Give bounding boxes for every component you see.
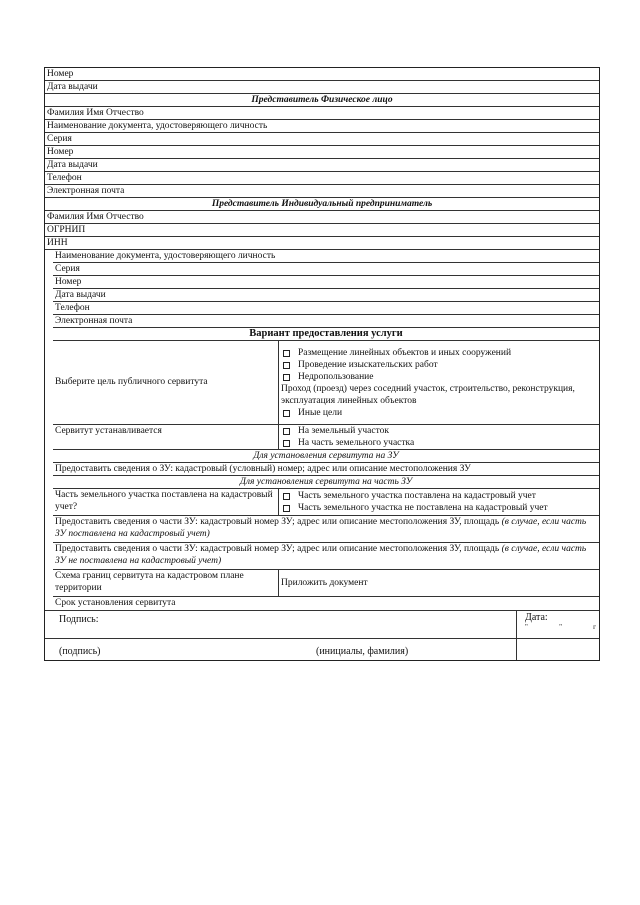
info-note: (в случае, если часть ЗУ не поставлена на кадастровый учет): [55, 543, 587, 566]
form-row: [53, 463, 599, 476]
section-title-plot: [53, 450, 599, 463]
form-row: [45, 185, 599, 198]
scheme-label: Схема границ сервитута на кадастровом плане территории: [53, 570, 279, 596]
section-title: Для установления сервитута на часть ЗУ: [239, 476, 413, 487]
section-title-entrepreneur: [45, 198, 599, 211]
row-label: Телефон: [47, 173, 82, 183]
signature-label: Подпись:: [59, 613, 99, 625]
checkbox-icon[interactable]: [283, 350, 290, 357]
row-label: ИНН: [47, 238, 68, 248]
part-info-registered: [53, 516, 599, 543]
part-info: [53, 543, 599, 569]
attach-document-link[interactable]: Приложить документ: [281, 577, 368, 588]
row-label: Серия: [55, 264, 80, 274]
date-quote-open: ": [525, 622, 529, 631]
servitude-row: [53, 425, 599, 450]
info-text: Предоставить сведения о части ЗУ: кадастровый номер ЗУ; адрес или описание местоположения ЗУ, площадь: [55, 516, 500, 527]
section-title: Представитель Индивидуальный предприниматель: [211, 199, 433, 209]
section-title: Представитель Физическое лицо: [251, 95, 393, 105]
part-info: [53, 516, 599, 542]
form-row: [45, 172, 599, 185]
form-row: [53, 289, 599, 302]
section-title-individual: [45, 94, 599, 107]
part-info-unregistered: [53, 543, 599, 570]
row-label: Серия: [47, 134, 72, 144]
option-label: Недропользование: [298, 372, 374, 382]
plot-info: Предоставить сведения о ЗУ: кадастровый (условный) номер; адрес или описание местоположения ЗУ: [55, 463, 471, 474]
form-row: [45, 120, 599, 133]
date-year-suffix: г: [593, 622, 597, 631]
section-title-part: [53, 476, 599, 489]
part-answers: [279, 489, 599, 515]
row-label: Дата выдачи: [47, 160, 98, 170]
option-label: Часть земельного участка не поставлена на кадастровый учет: [298, 502, 548, 513]
row-label: Электронная почта: [55, 316, 133, 326]
form-row: [53, 276, 599, 289]
option-label: Иные цели: [298, 408, 343, 418]
purpose-option[interactable]: [281, 347, 597, 359]
row-label: Фамилия Имя Отчество: [47, 212, 144, 222]
initials-caption: (инициалы, фамилия): [316, 645, 409, 657]
purpose-text: Проход (проезд) через соседний участок, строительство, реконструкция, эксплуатация линейных объектов: [281, 384, 575, 406]
row-label: Электронная почта: [47, 186, 125, 196]
purpose-option[interactable]: [281, 371, 597, 383]
servitude-option[interactable]: [281, 437, 597, 449]
purpose-option[interactable]: [281, 359, 597, 371]
option-label: Проведение изыскательских работ: [298, 360, 438, 370]
form-row: [45, 68, 599, 81]
form-row: [45, 237, 599, 250]
part-answer[interactable]: [281, 490, 597, 502]
signature-caption: (подпись): [59, 645, 101, 657]
scheme-row: [53, 570, 599, 597]
purpose-label: Выберите цель публичного сервитута: [53, 341, 279, 424]
option-label: Часть земельного участка поставлена на кадастровый учет: [298, 490, 536, 501]
term-label: Срок установления сервитута: [55, 597, 176, 608]
part-registered-row: [53, 489, 599, 516]
row-label: Наименование документа, удостоверяющего личность: [55, 251, 276, 261]
signature-cell[interactable]: [45, 611, 516, 638]
date-quote-close: ": [559, 622, 563, 631]
servitude-label: Сервитут устанавливается: [53, 425, 279, 449]
info-note: (в случае, если часть ЗУ поставлена на кадастровый учет): [55, 516, 587, 539]
part-answer[interactable]: [281, 502, 597, 514]
date-cell[interactable]: [516, 611, 599, 638]
application-form: [44, 67, 600, 661]
checkbox-icon[interactable]: [283, 410, 290, 417]
checkbox-icon[interactable]: [283, 374, 290, 381]
section-title: Вариант предоставления услуги: [249, 328, 403, 339]
row-label: Дата выдачи: [47, 82, 98, 92]
row-label: Дата выдачи: [55, 290, 106, 300]
purpose-option-other[interactable]: [281, 407, 597, 419]
option-label: На часть земельного участка: [298, 437, 415, 448]
row-label: Телефон: [55, 303, 90, 313]
form-row: [45, 133, 599, 146]
signature-row: [45, 610, 599, 638]
form-row: [45, 159, 599, 172]
form-row: [53, 302, 599, 315]
row-label: Номер: [47, 69, 74, 79]
row-label: Наименование документа, удостоверяющего личность: [47, 121, 268, 131]
form-row: [45, 211, 599, 224]
purpose-row: [53, 341, 599, 425]
section-title: Для установления сервитута на ЗУ: [253, 450, 399, 461]
form-row: [45, 81, 599, 94]
checkbox-icon[interactable]: [283, 428, 290, 435]
signature-caption-row: [45, 638, 599, 660]
row-label: Фамилия Имя Отчество: [47, 108, 144, 118]
part-question: Часть земельного участка поставлена на кадастровый учет?: [53, 489, 279, 515]
form-row: [53, 263, 599, 276]
checkbox-icon[interactable]: [283, 440, 290, 447]
row-label: ОГРНИП: [47, 225, 86, 235]
checkbox-icon[interactable]: [283, 505, 290, 512]
option-label: Размещение линейных объектов и иных сооружений: [298, 348, 512, 358]
checkbox-icon[interactable]: [283, 493, 290, 500]
info-text: Предоставить сведения о части ЗУ: кадастровый номер ЗУ; адрес или описание местоположения ЗУ, площадь: [55, 543, 500, 554]
date-label: Дата:: [525, 611, 548, 623]
date-marks: [525, 623, 597, 631]
form-row: [53, 250, 599, 263]
form-row: [45, 224, 599, 237]
servitude-option[interactable]: [281, 425, 597, 437]
servitude-options: [279, 425, 599, 449]
empty-cell: [516, 639, 599, 660]
checkbox-icon[interactable]: [283, 362, 290, 369]
row-label: Номер: [55, 277, 82, 287]
form-row: [45, 146, 599, 159]
option-label: На земельный участок: [298, 425, 390, 436]
form-row: [53, 315, 599, 328]
term-row: [53, 597, 599, 610]
section-title-service: [53, 328, 599, 341]
purpose-options: [279, 341, 599, 424]
form-row: [45, 107, 599, 120]
row-label: Номер: [47, 147, 74, 157]
